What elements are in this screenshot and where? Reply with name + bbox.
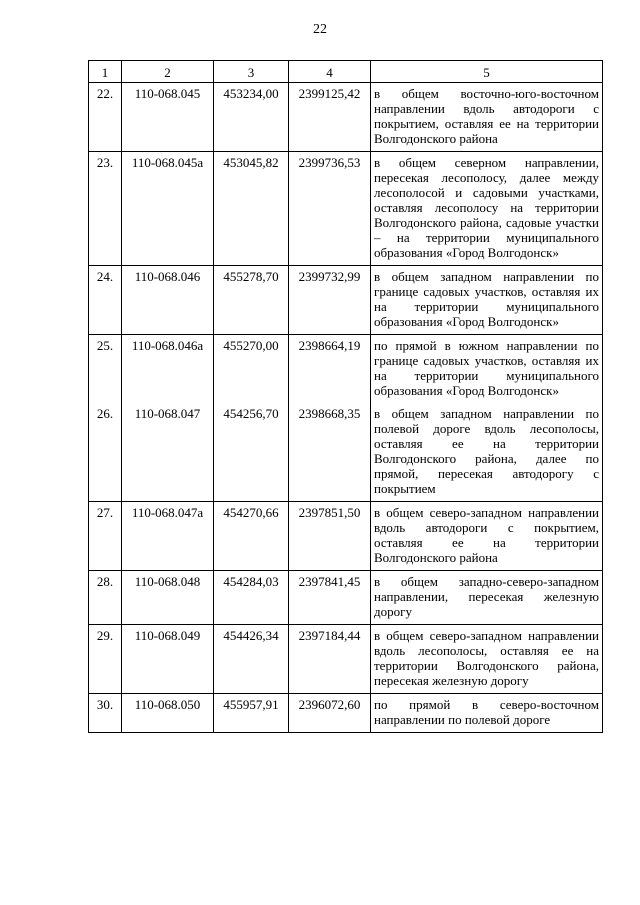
coordinate-y: 2399736,53	[289, 152, 371, 266]
coordinate-y: 2399125,42	[289, 83, 371, 152]
coordinate-x: 454426,34	[214, 625, 289, 694]
table-row	[89, 502, 603, 571]
row-number: 27.	[89, 502, 122, 571]
row-number: 22.	[89, 83, 122, 152]
table-row	[89, 152, 603, 266]
row-number: 23.	[89, 152, 122, 266]
boundary-description: в общем северо-западном направлении вдоль лесополосы, оставляя ее на территории Волгодонского района, пересекая железную дорогу	[371, 625, 603, 694]
coordinate-x: 455957,91	[214, 694, 289, 733]
table-row	[89, 403, 603, 502]
column-header: 1	[89, 61, 122, 83]
coordinate-x: 454284,03	[214, 571, 289, 625]
point-code: 110-068.045а	[122, 152, 214, 266]
boundary-description: по прямой в южном направлении по границе садовых участков, оставляя их на территории муниципального образования «Город Волгодонск»	[371, 335, 603, 404]
row-number: 29.	[89, 625, 122, 694]
boundary-description: в общем северном направлении, пересекая лесополосу, далее между лесополосой и садовыми участками, оставляя лесополосу на территории Волгодонского района, садовые участки – на территории муниципального образования «Город Волгодонск»	[371, 152, 603, 266]
point-code: 110-068.045	[122, 83, 214, 152]
point-code: 110-068.047а	[122, 502, 214, 571]
coordinate-x: 453045,82	[214, 152, 289, 266]
coordinate-y: 2397184,44	[289, 625, 371, 694]
page-number: 22	[313, 22, 327, 37]
row-number: 24.	[89, 266, 122, 335]
coordinate-x: 454270,66	[214, 502, 289, 571]
row-number: 30.	[89, 694, 122, 733]
row-number: 25.	[89, 335, 122, 404]
row-number: 26.	[89, 403, 122, 502]
column-header: 2	[122, 61, 214, 83]
coordinate-y: 2397841,45	[289, 571, 371, 625]
point-code: 110-068.046а	[122, 335, 214, 404]
coordinate-y: 2396072,60	[289, 694, 371, 733]
point-code: 110-068.046	[122, 266, 214, 335]
column-header: 5	[371, 61, 603, 83]
table-header-row	[89, 61, 603, 83]
coordinate-x: 453234,00	[214, 83, 289, 152]
table-row	[89, 571, 603, 625]
boundary-description: в общем западном направлении по границе садовых участков, оставляя их на территории муниципального образования «Город Волгодонск»	[371, 266, 603, 335]
point-code: 110-068.050	[122, 694, 214, 733]
boundary-description: в общем восточно-юго-восточном направлении вдоль автодороги с покрытием, оставляя ее на территории Волгодонского района	[371, 83, 603, 152]
point-code: 110-068.049	[122, 625, 214, 694]
coordinate-y: 2399732,99	[289, 266, 371, 335]
table-row	[89, 625, 603, 694]
point-code: 110-068.048	[122, 571, 214, 625]
coordinate-y: 2397851,50	[289, 502, 371, 571]
column-header: 3	[214, 61, 289, 83]
coordinate-y: 2398668,35	[289, 403, 371, 502]
boundary-description: в общем западно-северо-западном направлении, пересекая железную дорогу	[371, 571, 603, 625]
row-number: 28.	[89, 571, 122, 625]
coordinate-x: 455270,00	[214, 335, 289, 404]
coordinate-x: 454256,70	[214, 403, 289, 502]
column-header: 4	[289, 61, 371, 83]
coordinate-x: 455278,70	[214, 266, 289, 335]
table-row	[89, 335, 603, 404]
boundary-description: по прямой в северо-восточном направлении по полевой дороге	[371, 694, 603, 733]
boundary-description: в общем западном направлении по полевой дороге вдоль лесополосы, оставляя ее на территории Волгодонского района, далее по прямой, пересекая автодорогу с покрытием	[371, 403, 603, 502]
coordinate-y: 2398664,19	[289, 335, 371, 404]
boundary-table	[88, 60, 603, 733]
table-row	[89, 83, 603, 152]
boundary-description: в общем северо-западном направлении вдоль автодороги с покрытием, оставляя ее на территории Волгодонского района	[371, 502, 603, 571]
table-row	[89, 694, 603, 733]
point-code: 110-068.047	[122, 403, 214, 502]
table-row	[89, 266, 603, 335]
